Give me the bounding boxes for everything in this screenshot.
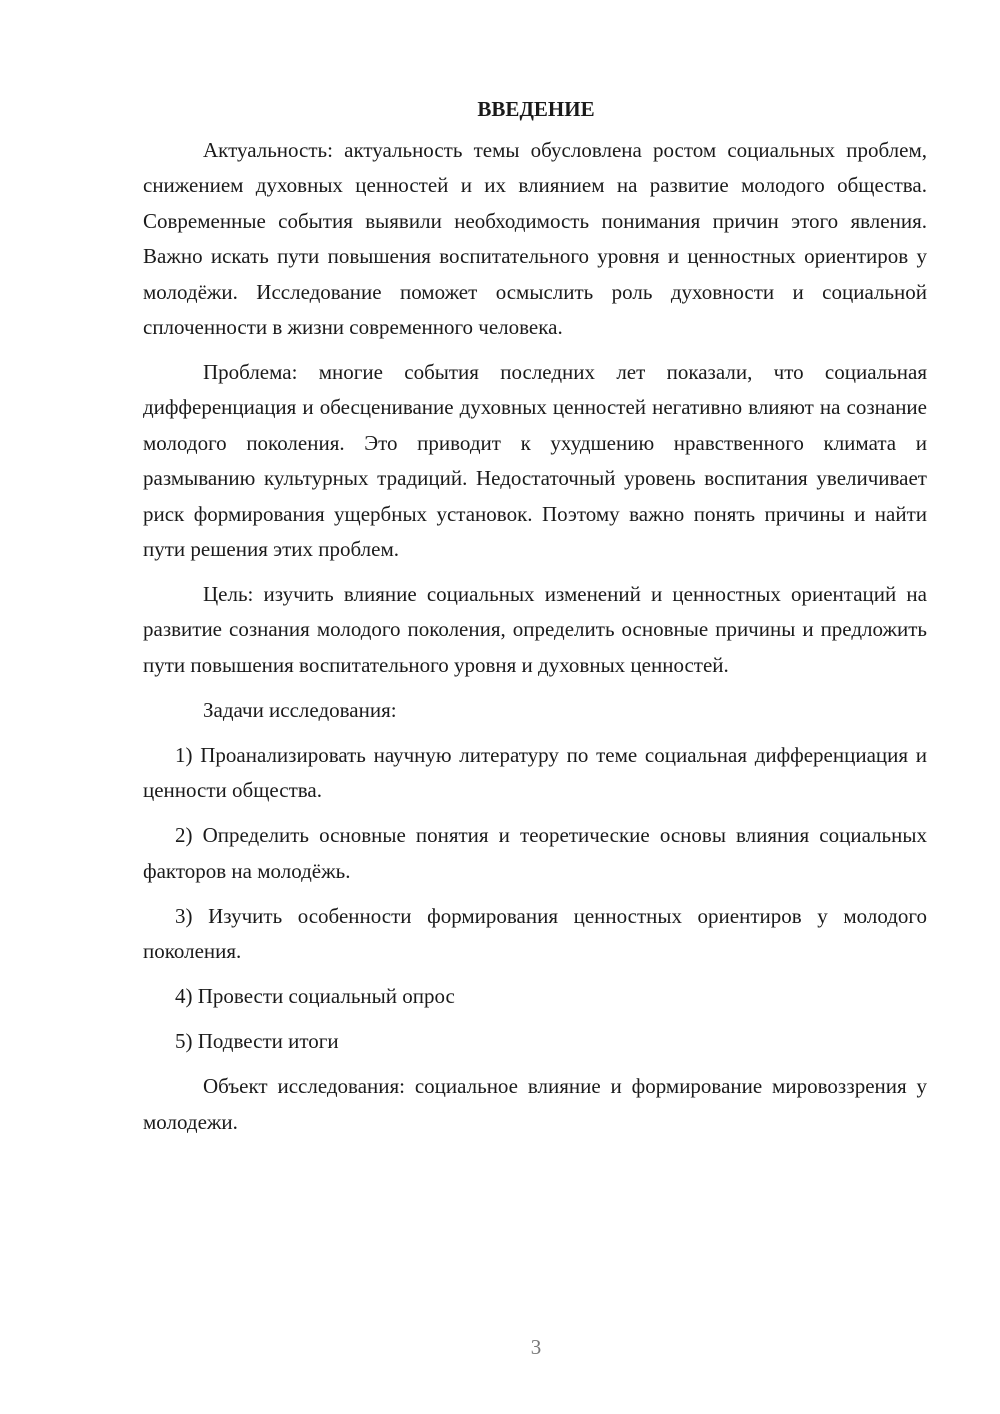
task-item: 3) Изучить особенности формирования ценностных ориентиров у молодого поколения. [143, 903, 927, 964]
paragraph-problem: Проблема: многие события последних лет показали, что социальная дифференциация и обесценивание духовных ценностей негативно влияют на сознание молодого поколения. Это приводит к ухудшению нравственного климата и размыванию культурных традиций. Недостаточный уровень воспитания увеличивает риск формирования ущербных установок. Поэтому важно понять причины и найти пути решения этих проблем. [143, 360, 927, 562]
task-item: 4) Провести социальный опрос [175, 984, 455, 1009]
page-number: 3 [530, 1335, 542, 1359]
document-body [143, 92, 927, 1150]
task-item: 2) Определить основные понятия и теоретические основы влияния социальных факторов на молодёжь. [143, 823, 927, 883]
task-item: 5) Подвести итоги [175, 1029, 339, 1054]
paragraph-goal: Цель: изучить влияние социальных изменений и ценностных ориентаций на развитие сознания молодого поколения, определить основные причины и предложить пути повышения воспитательного уровня и духовных ценностей. [143, 582, 927, 677]
page-title: ВВЕДЕНИЕ [477, 97, 595, 121]
task-item: 1) Проанализировать научную литературу по теме социальная дифференциация и ценности общества. [143, 742, 927, 803]
tasks-list [143, 738, 927, 1060]
paragraph-object: Объект исследования: социальное влияние и формирование мировоззрения у молодежи. [143, 1074, 927, 1134]
tasks-heading: Задачи исследования: [203, 697, 397, 722]
paragraph-relevance: Актуальность: актуальность темы обусловлена ростом социальных проблем, снижением духовных ценностей и их влиянием на развитие молодого общества. Современные события выявили необходимость понимания причин этого явления. Важно искать пути повышения воспитательного уровня и ценностных ориентиров у молодёжи. Исследование поможет осмыслить роль духовности и социальной сплоченности в жизни современного человека. [143, 138, 927, 340]
